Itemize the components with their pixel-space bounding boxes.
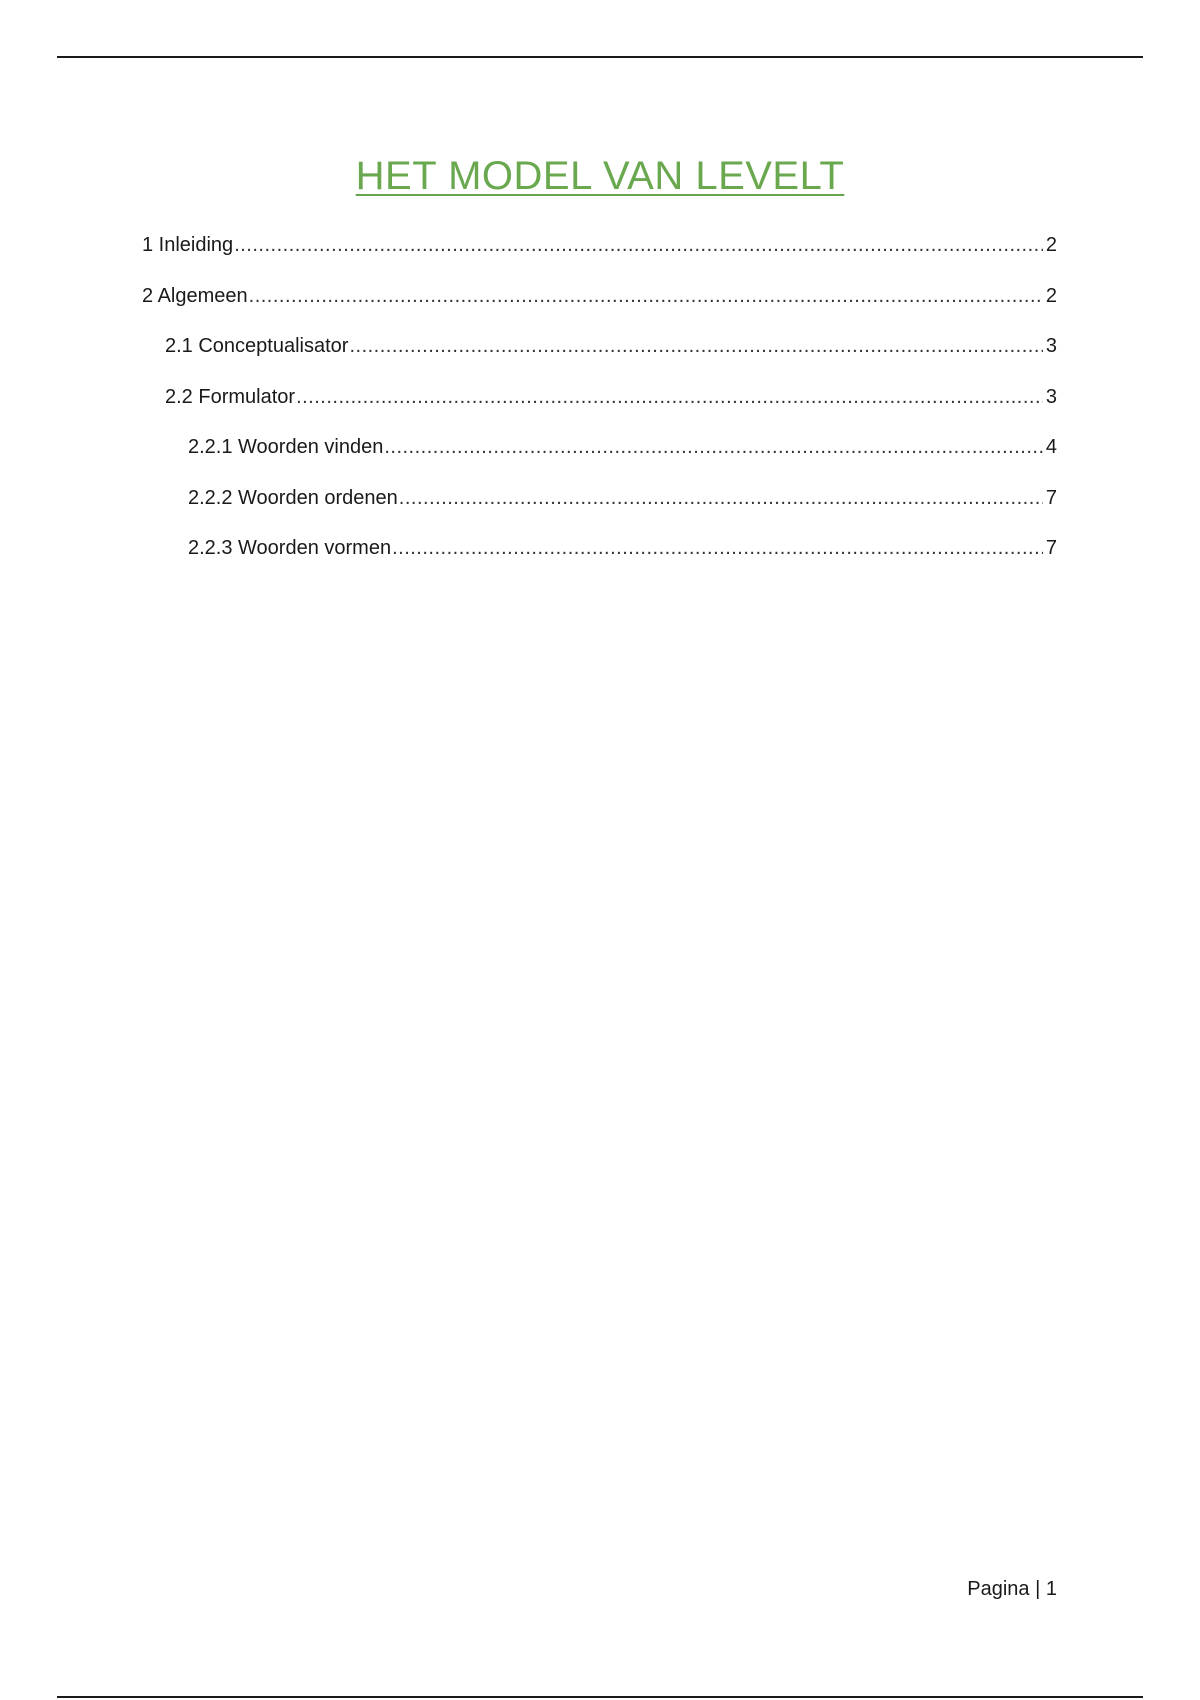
toc-entry[interactable] bbox=[142, 385, 1057, 436]
toc-entry-label: 2 Algemeen bbox=[142, 284, 248, 307]
toc-entry[interactable] bbox=[142, 486, 1057, 537]
toc-leader-dots bbox=[392, 536, 1043, 560]
toc-entry-page: 4 bbox=[1045, 436, 1057, 458]
toc-leader-dots bbox=[399, 486, 1043, 510]
toc-entry-page: 2 bbox=[1045, 234, 1057, 256]
toc-entry[interactable] bbox=[142, 233, 1057, 284]
toc-entry-label: 1 Inleiding bbox=[142, 234, 234, 256]
toc-entry-page: 7 bbox=[1045, 486, 1057, 509]
toc-entry-label: 2.1 Conceptualisator bbox=[165, 335, 349, 357]
page-number-footer: Pagina | 1 bbox=[967, 1578, 1057, 1600]
toc-leader-dots bbox=[349, 334, 1042, 358]
toc-entry-page: 3 bbox=[1045, 385, 1057, 408]
toc-entry-label: 2.2.2 Woorden ordenen bbox=[188, 486, 398, 509]
toc-entry-label: 2.2.1 Woorden vinden bbox=[188, 436, 384, 458]
toc-entry[interactable] bbox=[142, 536, 1057, 587]
header-rule bbox=[57, 56, 1143, 58]
toc-entry-label: 2.2.3 Woorden vormen bbox=[188, 537, 392, 559]
toc-leader-dots bbox=[296, 385, 1043, 409]
toc-entry-label: 2.2 Formulator bbox=[165, 385, 296, 408]
toc-leader-dots bbox=[234, 233, 1043, 257]
toc-entry-page: 3 bbox=[1045, 335, 1057, 357]
toc-entry-page: 2 bbox=[1045, 284, 1057, 307]
toc-leader-dots bbox=[384, 435, 1043, 459]
toc-entry[interactable] bbox=[142, 334, 1057, 385]
toc-entry[interactable] bbox=[142, 284, 1057, 335]
table-of-contents bbox=[142, 233, 1057, 587]
toc-leader-dots bbox=[249, 284, 1043, 308]
toc-entry-page: 7 bbox=[1045, 537, 1057, 559]
document-title: HET MODEL VAN LEVELT bbox=[355, 154, 845, 198]
toc-entry[interactable] bbox=[142, 435, 1057, 486]
footer-rule bbox=[57, 1696, 1143, 1698]
